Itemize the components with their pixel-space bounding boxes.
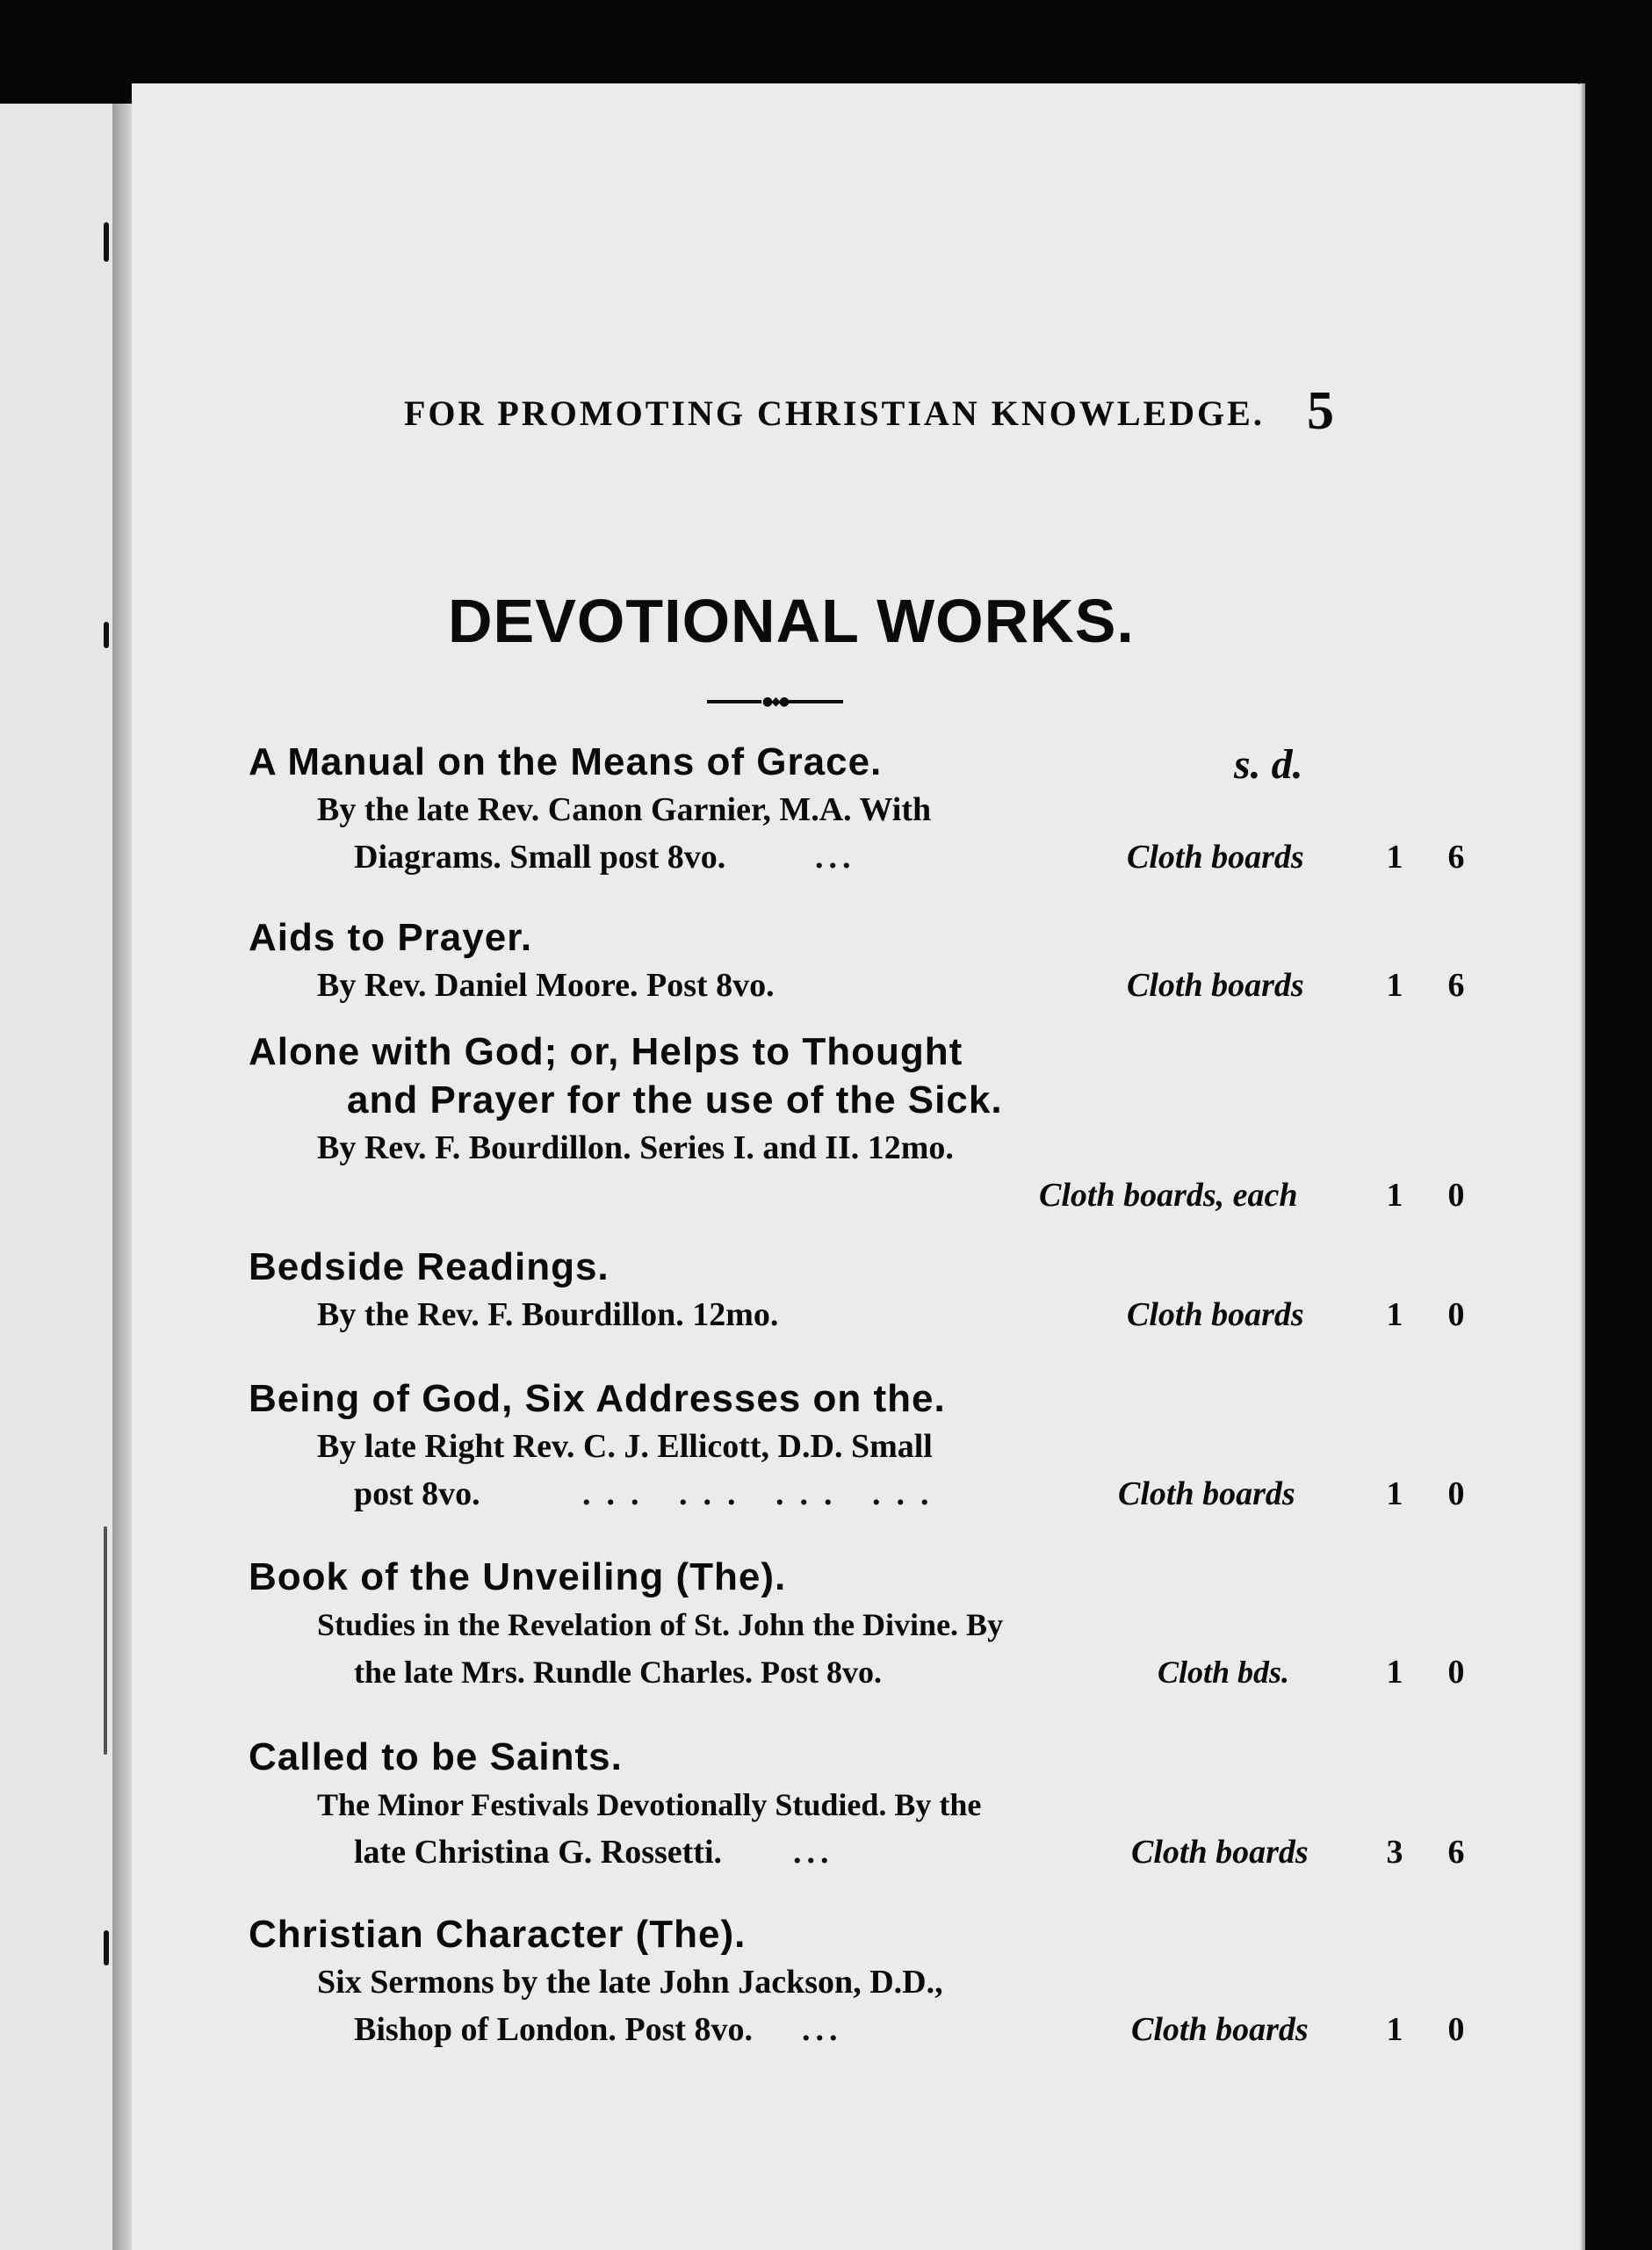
entry-title: Christian Character (The). <box>249 1913 747 1956</box>
catalogue-entry <box>249 1910 1522 2053</box>
price-pence: 0 <box>1447 1177 1465 1214</box>
entry-format: post 8vo. <box>354 1475 480 1512</box>
entry-binding: Cloth bds. <box>1158 1655 1290 1690</box>
entry-price <box>1377 1291 1474 1338</box>
entry-binding: Cloth boards <box>1127 839 1304 876</box>
entry-byline: By the late Rev. Canon Garnier, M.A. With <box>317 791 932 828</box>
price-shillings: 3 <box>1386 1834 1403 1871</box>
entry-price <box>1377 962 1474 1009</box>
price-shillings: 1 <box>1386 839 1403 876</box>
running-head: FOR PROMOTING CHRISTIAN KNOWLEDGE. <box>404 393 1265 433</box>
price-shillings: 1 <box>1386 1475 1403 1512</box>
leader-dots: ... <box>815 839 856 876</box>
price-pence: 0 <box>1447 2011 1465 2048</box>
leader-dots: ... <box>793 1834 834 1871</box>
entry-format: Bishop of London. Post 8vo. <box>354 2011 754 2048</box>
entry-binding: Cloth boards, each <box>1039 1177 1298 1214</box>
entry-binding: Cloth boards <box>1131 1834 1309 1871</box>
price-shillings: 1 <box>1386 1177 1403 1214</box>
ornament-line <box>789 700 843 703</box>
entry-byline: By the Rev. F. Bourdillon. 12mo. <box>317 1296 779 1333</box>
entry-title: Being of God, Six Addresses on the. <box>249 1377 946 1420</box>
entry-price <box>1377 1828 1474 1876</box>
catalogue-entry <box>249 1243 1522 1338</box>
entry-price <box>1377 1172 1474 1219</box>
entry-binding: Cloth boards <box>1118 1475 1295 1512</box>
price-pence: 6 <box>1447 967 1465 1004</box>
catalogue-page <box>132 83 1585 2250</box>
price-pence: 6 <box>1447 839 1465 876</box>
page-edge <box>1580 83 1585 2250</box>
catalogue-entry <box>249 913 1522 1009</box>
section-title: DEVOTIONAL WORKS. <box>448 587 1135 655</box>
page-mark <box>104 622 109 648</box>
entry-format: Diagrams. Small post 8vo. <box>354 839 726 876</box>
entry-format: late Christina G. Rossetti. <box>354 1834 723 1871</box>
price-shillings: 1 <box>1386 1296 1403 1333</box>
catalogue-entry <box>249 1374 1522 1518</box>
previous-page-edge <box>0 104 115 2250</box>
entry-title: Alone with God; or, Helps to Thought <box>249 1030 963 1073</box>
catalogue-entry <box>249 738 1522 881</box>
catalogue-entry <box>249 1028 1522 1219</box>
price-shillings: 1 <box>1386 2011 1403 2048</box>
book-gutter <box>112 104 133 2250</box>
entry-byline: By late Right Rev. C. J. Ellicott, D.D. Small <box>317 1428 933 1465</box>
price-pence: 0 <box>1447 1654 1465 1691</box>
entry-line <box>249 1958 1522 2006</box>
ornament-rule <box>707 696 843 708</box>
entry-byline: By Rev. Daniel Moore. Post 8vo. <box>317 967 775 1004</box>
page-number: 5 <box>1307 381 1334 441</box>
entry-line <box>249 1172 1522 1219</box>
entry-line <box>249 786 1522 833</box>
entry-byline: By Rev. F. Bourdillon. Series I. and II. 12mo. <box>317 1129 954 1166</box>
entry-byline: The Minor Festivals Devotionally Studied. By the <box>317 1787 982 1822</box>
page-mark <box>104 1526 107 1755</box>
leader-dots: ... ... ... ... <box>582 1475 945 1512</box>
entry-line <box>249 833 1522 881</box>
ornament-line <box>707 700 761 703</box>
price-pence: 6 <box>1447 1834 1465 1871</box>
catalogue-entry <box>249 1553 1522 1696</box>
ornament-dots-icon: ●◆● <box>761 695 789 709</box>
entry-price <box>1377 833 1474 881</box>
entry-line <box>249 2006 1522 2053</box>
page-mark <box>104 1930 109 1965</box>
entry-title: Book of the Unveiling (The). <box>249 1555 787 1598</box>
price-shillings: 1 <box>1386 967 1403 1004</box>
entry-format: the late Mrs. Rundle Charles. Post 8vo. <box>354 1655 882 1690</box>
entry-title: A Manual on the Means of Grace. <box>249 740 883 783</box>
price-pence: 0 <box>1447 1296 1465 1333</box>
entry-price <box>1377 2006 1474 2053</box>
entry-line <box>249 1124 1522 1172</box>
page-mark <box>104 222 109 262</box>
entry-binding: Cloth boards <box>1131 2011 1309 2048</box>
entry-line <box>249 1781 1522 1828</box>
leader-dots: ... <box>802 2011 843 2048</box>
price-column-header: s. d. <box>1234 741 1303 788</box>
entry-line <box>249 962 1522 1009</box>
entry-line <box>249 1470 1522 1518</box>
catalogue-entry <box>249 1733 1522 1876</box>
entry-price <box>1377 1648 1474 1696</box>
entry-title: Aids to Prayer. <box>249 916 533 959</box>
entry-line <box>249 1648 1522 1696</box>
entry-title: Bedside Readings. <box>249 1245 610 1288</box>
entry-line <box>249 1601 1522 1648</box>
entry-line <box>249 1828 1522 1876</box>
entry-byline: Studies in the Revelation of St. John the Divine. By <box>317 1607 1004 1642</box>
price-shillings: 1 <box>1386 1654 1403 1691</box>
price-pence: 0 <box>1447 1475 1465 1512</box>
entry-byline: Six Sermons by the late John Jackson, D.D., <box>317 1964 943 2001</box>
entry-binding: Cloth boards <box>1127 967 1304 1004</box>
entry-line <box>249 1291 1522 1338</box>
entry-price <box>1377 1470 1474 1518</box>
entry-title-continued: and Prayer for the use of the Sick. <box>347 1078 1003 1121</box>
entry-binding: Cloth boards <box>1127 1296 1304 1333</box>
entry-line <box>249 1423 1522 1470</box>
entry-title: Called to be Saints. <box>249 1735 623 1778</box>
